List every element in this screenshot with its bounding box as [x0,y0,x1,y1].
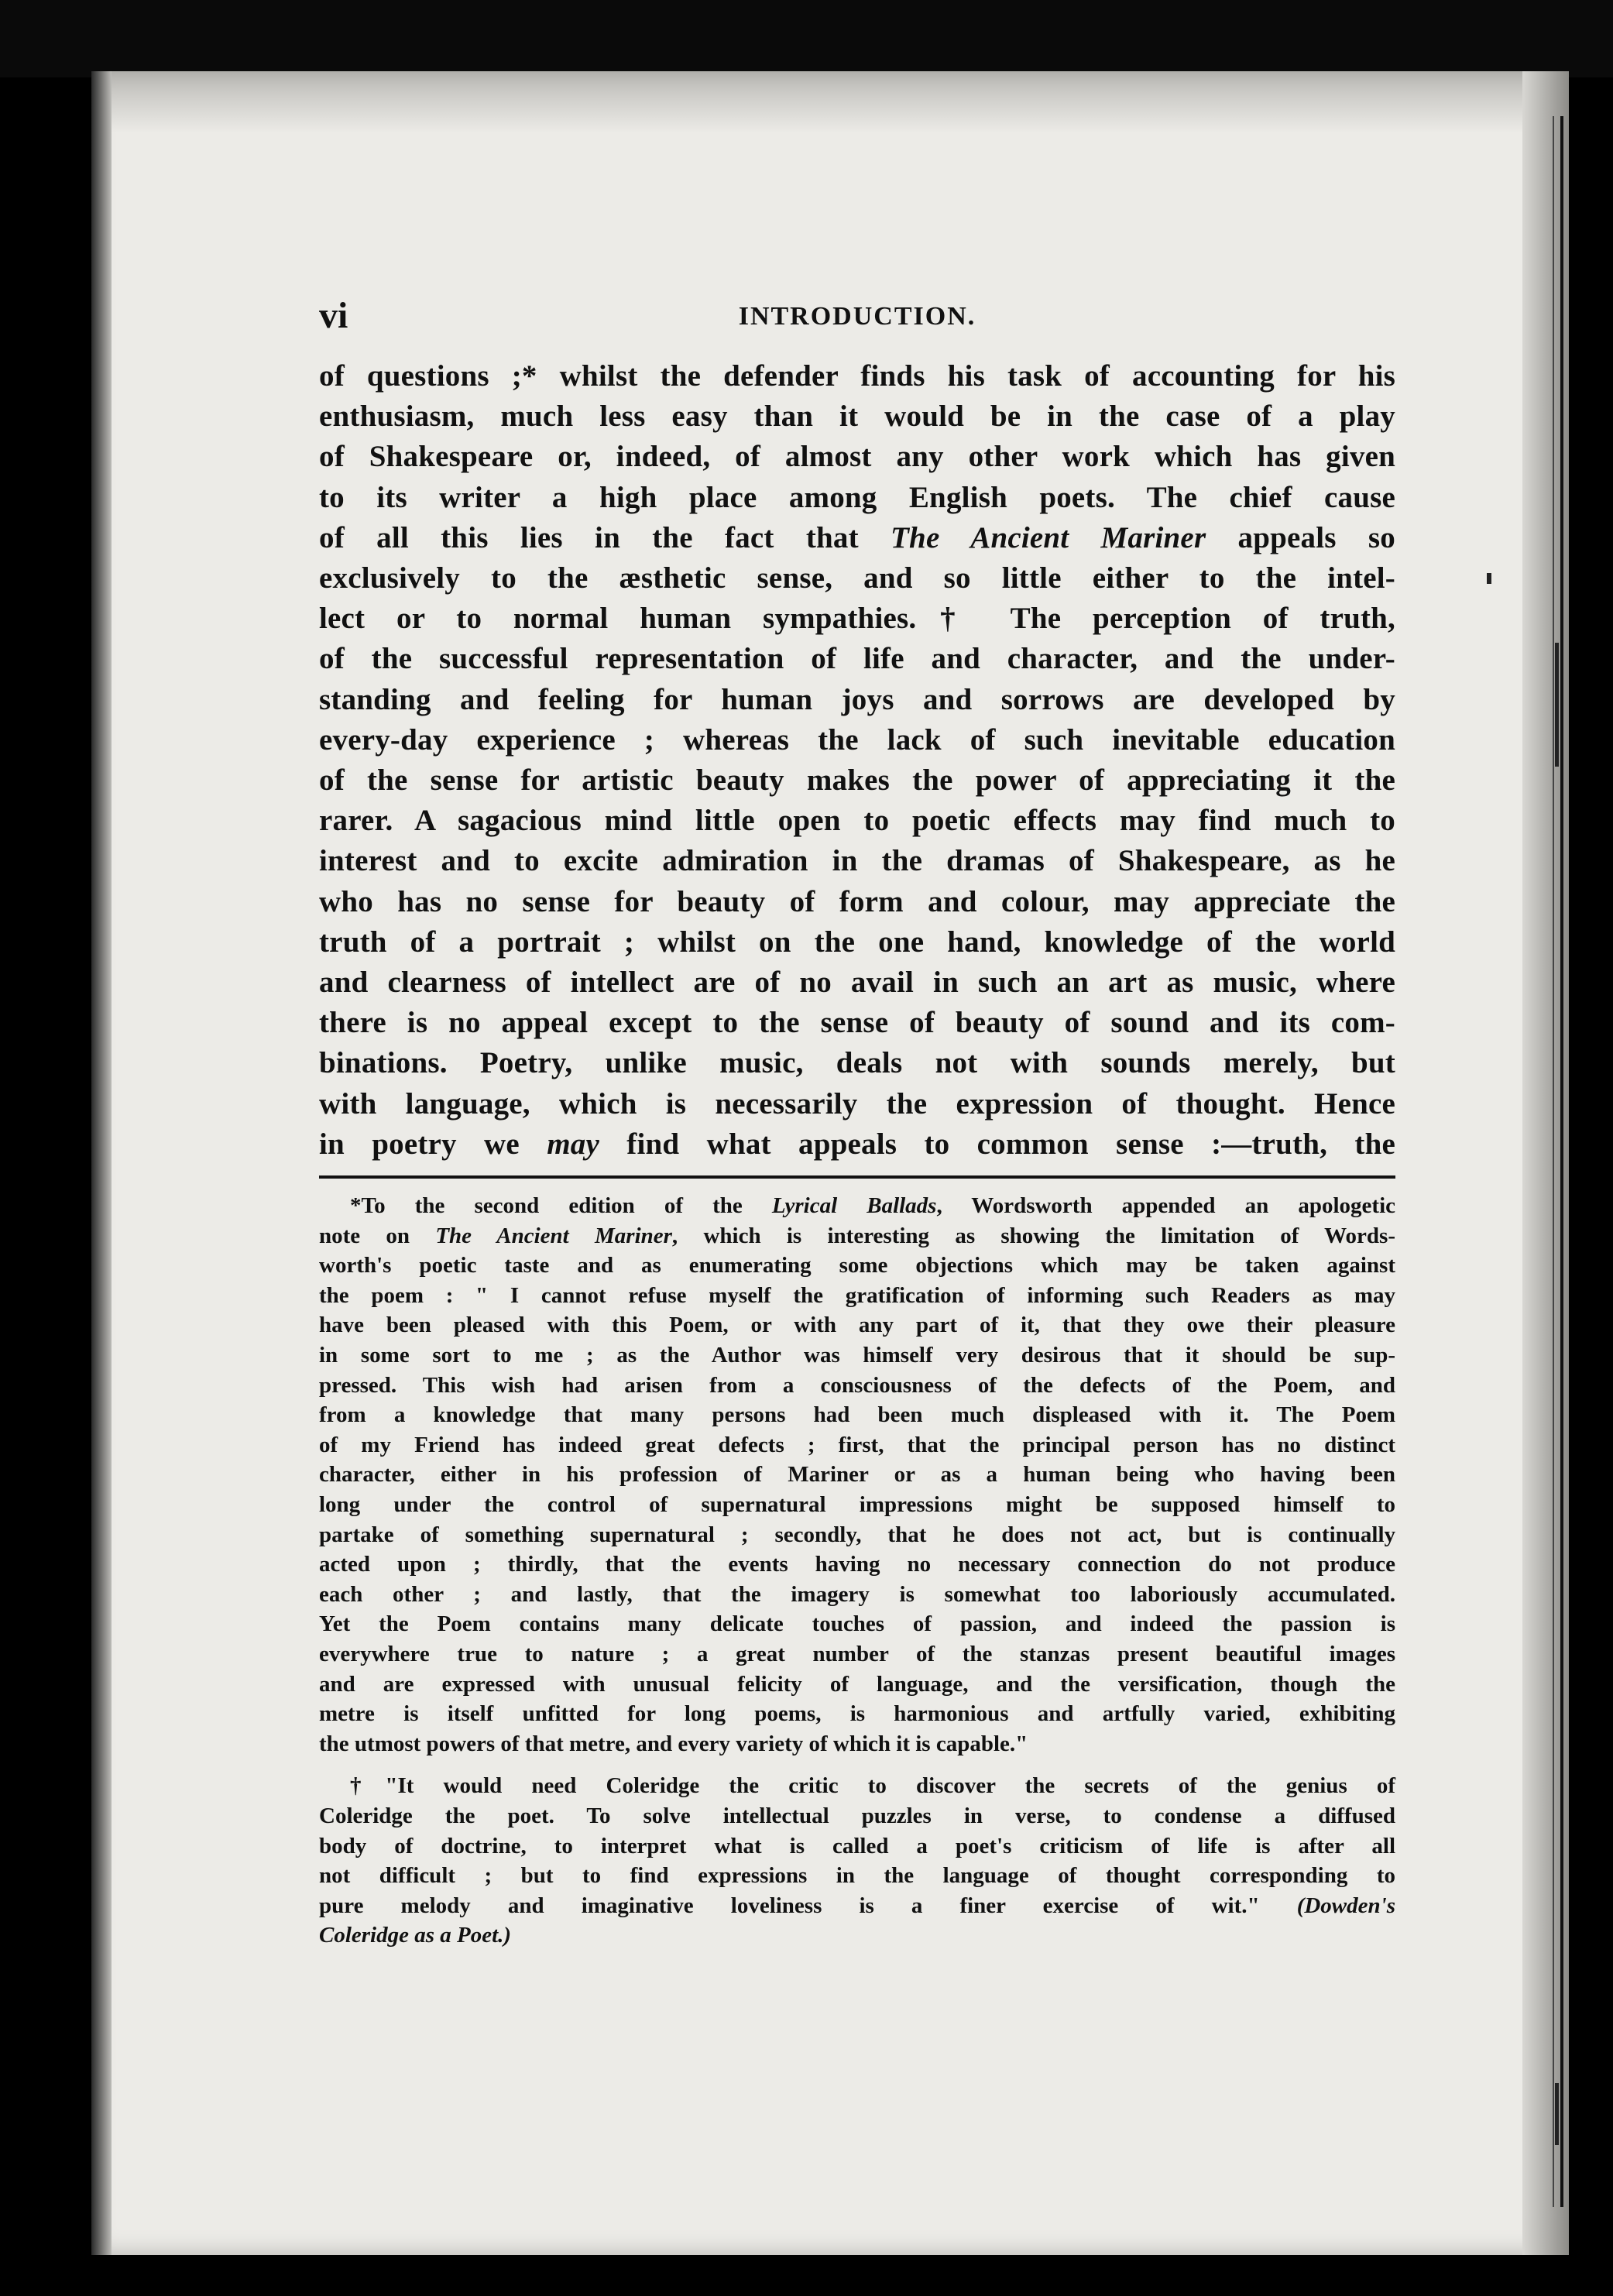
main-text [319,356,1395,1165]
page-shadow-top [91,71,1569,133]
footnote-line: in some sort to me ; as the Author was himself very desirous that it should be sup- [319,1343,1395,1368]
text-line: of questions ;* whilst the defender finds his task of accounting for his [319,359,1395,393]
footnote-line: †"It would need Coleridge the critic to discover the secrets of the genius of [350,1773,1395,1799]
scan-background [0,0,1613,77]
footnote-line: each other ; and lastly, that the imagery is somewhat too laboriously accumulated. [319,1581,1395,1607]
running-title: INTRODUCTION. [738,302,976,331]
footnote-line: everywhere true to nature ; a great number of the stanzas present beautiful images [319,1641,1395,1666]
footnote-line: from a knowledge that many persons had been much displeased with it. The Poem [319,1402,1395,1428]
text-line: interest and to excite admiration in the dramas of Shakespeare, as he [319,844,1395,878]
text-line: there is no appeal except to the sense of beauty of sound and its com- [319,1006,1395,1040]
text-line: truth of a portrait ; whilst on the one hand, knowledge of the world [319,925,1395,959]
footnote-line: pure melody and imaginative loveliness is a finer exercise of wit." (Dowden's [319,1893,1395,1918]
margin-speck [1487,573,1491,584]
text-line: standing and feeling for human joys and sorrows are developed by [319,682,1395,716]
footnote-1 [319,1191,1395,1759]
running-head [319,294,1395,348]
footnote-line: *To the second edition of the Lyrical Ballads, Wordsworth appended an apologetic [350,1193,1395,1219]
footnote-line: Yet the Poem contains many delicate touches of passion, and indeed the passion is [319,1611,1395,1637]
text-line: in poetry we may find what appeals to common sense :—truth, the [319,1127,1395,1161]
footnote-line: note on The Ancient Mariner, which is interesting as showing the limitation of Words- [319,1223,1395,1248]
text-line: binations. Poetry, unlike music, deals not with sounds merely, but [319,1046,1395,1080]
page-edge-left [91,71,112,2255]
footnote-rule [319,1175,1395,1179]
footnote-line: metre is itself unfitted for long poems, is harmonious and artfully varied, exhibiting [319,1701,1395,1727]
text-line: of the successful representation of life and character, and the under- [319,642,1395,676]
text-line: and clearness of intellect are of no avail in such an art as music, where [319,966,1395,1000]
footnote-line: of my Friend has indeed great defects ; first, that the principal person has no distinct [319,1432,1395,1457]
footnote-line: and are expressed with unusual felicity of language, and the versification, though the [319,1671,1395,1697]
text-line: every-day experience ; whereas the lack of such inevitable education [319,722,1395,757]
page-number: vi [319,295,348,336]
footnote-line: have been pleased with this Poem, or with any part of it, that they owe their pleasure [319,1313,1395,1338]
footnote-line: long under the control of supernatural impressions might be supposed himself to [319,1492,1395,1517]
footnote-line: Coleridge as a Poet.) [319,1923,512,1948]
footnote-line: pressed. This wish had arisen from a consciousness of the defects of the Poem, and [319,1372,1395,1398]
text-line: with language, which is necessarily the expression of thought. Hence [319,1086,1395,1121]
binding-line-inner [1553,116,1554,2207]
footnote-2 [319,1771,1395,1951]
footnote-line: the poem : " I cannot refuse myself the gratification of informing such Readers as may [319,1282,1395,1308]
text-line: lect or to normal human sympathies.† The perception of truth, [319,602,1395,636]
text-line: exclusively to the æsthetic sense, and so little either to the intel- [319,561,1395,595]
footnote-line: not difficult ; but to find expressions in the language of thought corresponding to [319,1863,1395,1889]
footnote-gap [319,1759,1395,1771]
binding-line [1560,116,1563,2207]
footnote-line: Coleridge the poet. To solve intellectual puzzles in verse, to condense a diffused [319,1803,1395,1828]
text-line: enthusiasm, much less easy than it would be in the case of a play [319,400,1395,434]
margin-line-mark [1555,2083,1559,2145]
footnote-line: worth's poetic taste and as enumerating some objections which may be taken against [319,1253,1395,1278]
text-line: who has no sense for beauty of form and colour, may appreciate the [319,884,1395,918]
text-line: of all this lies in the fact that The Ancient Mariner appeals so [319,520,1395,554]
footnote-line: the utmost powers of that metre, and every variety of which it is capable." [319,1731,1028,1756]
margin-line-mark [1555,643,1559,767]
footnote-line: acted upon ; thirdly, that the events having no necessary connection do not produce [319,1552,1395,1577]
footnote-line: body of doctrine, to interpret what is called a poet's criticism of life is after all [319,1833,1395,1858]
text-line: of Shakespeare or, indeed, of almost any other work which has given [319,440,1395,474]
footnote-line: character, either in his profession of Mariner or as a human being who having been [319,1462,1395,1488]
page-content [319,294,1395,1951]
text-line: of the sense for artistic beauty makes the power of appreciating it the [319,764,1395,798]
text-line: to its writer a high place among English poets. The chief cause [319,480,1395,514]
text-line: rarer. A sagacious mind little open to poetic effects may find much to [319,804,1395,838]
footnote-line: partake of something supernatural ; secondly, that he does not act, but is continually [319,1522,1395,1547]
